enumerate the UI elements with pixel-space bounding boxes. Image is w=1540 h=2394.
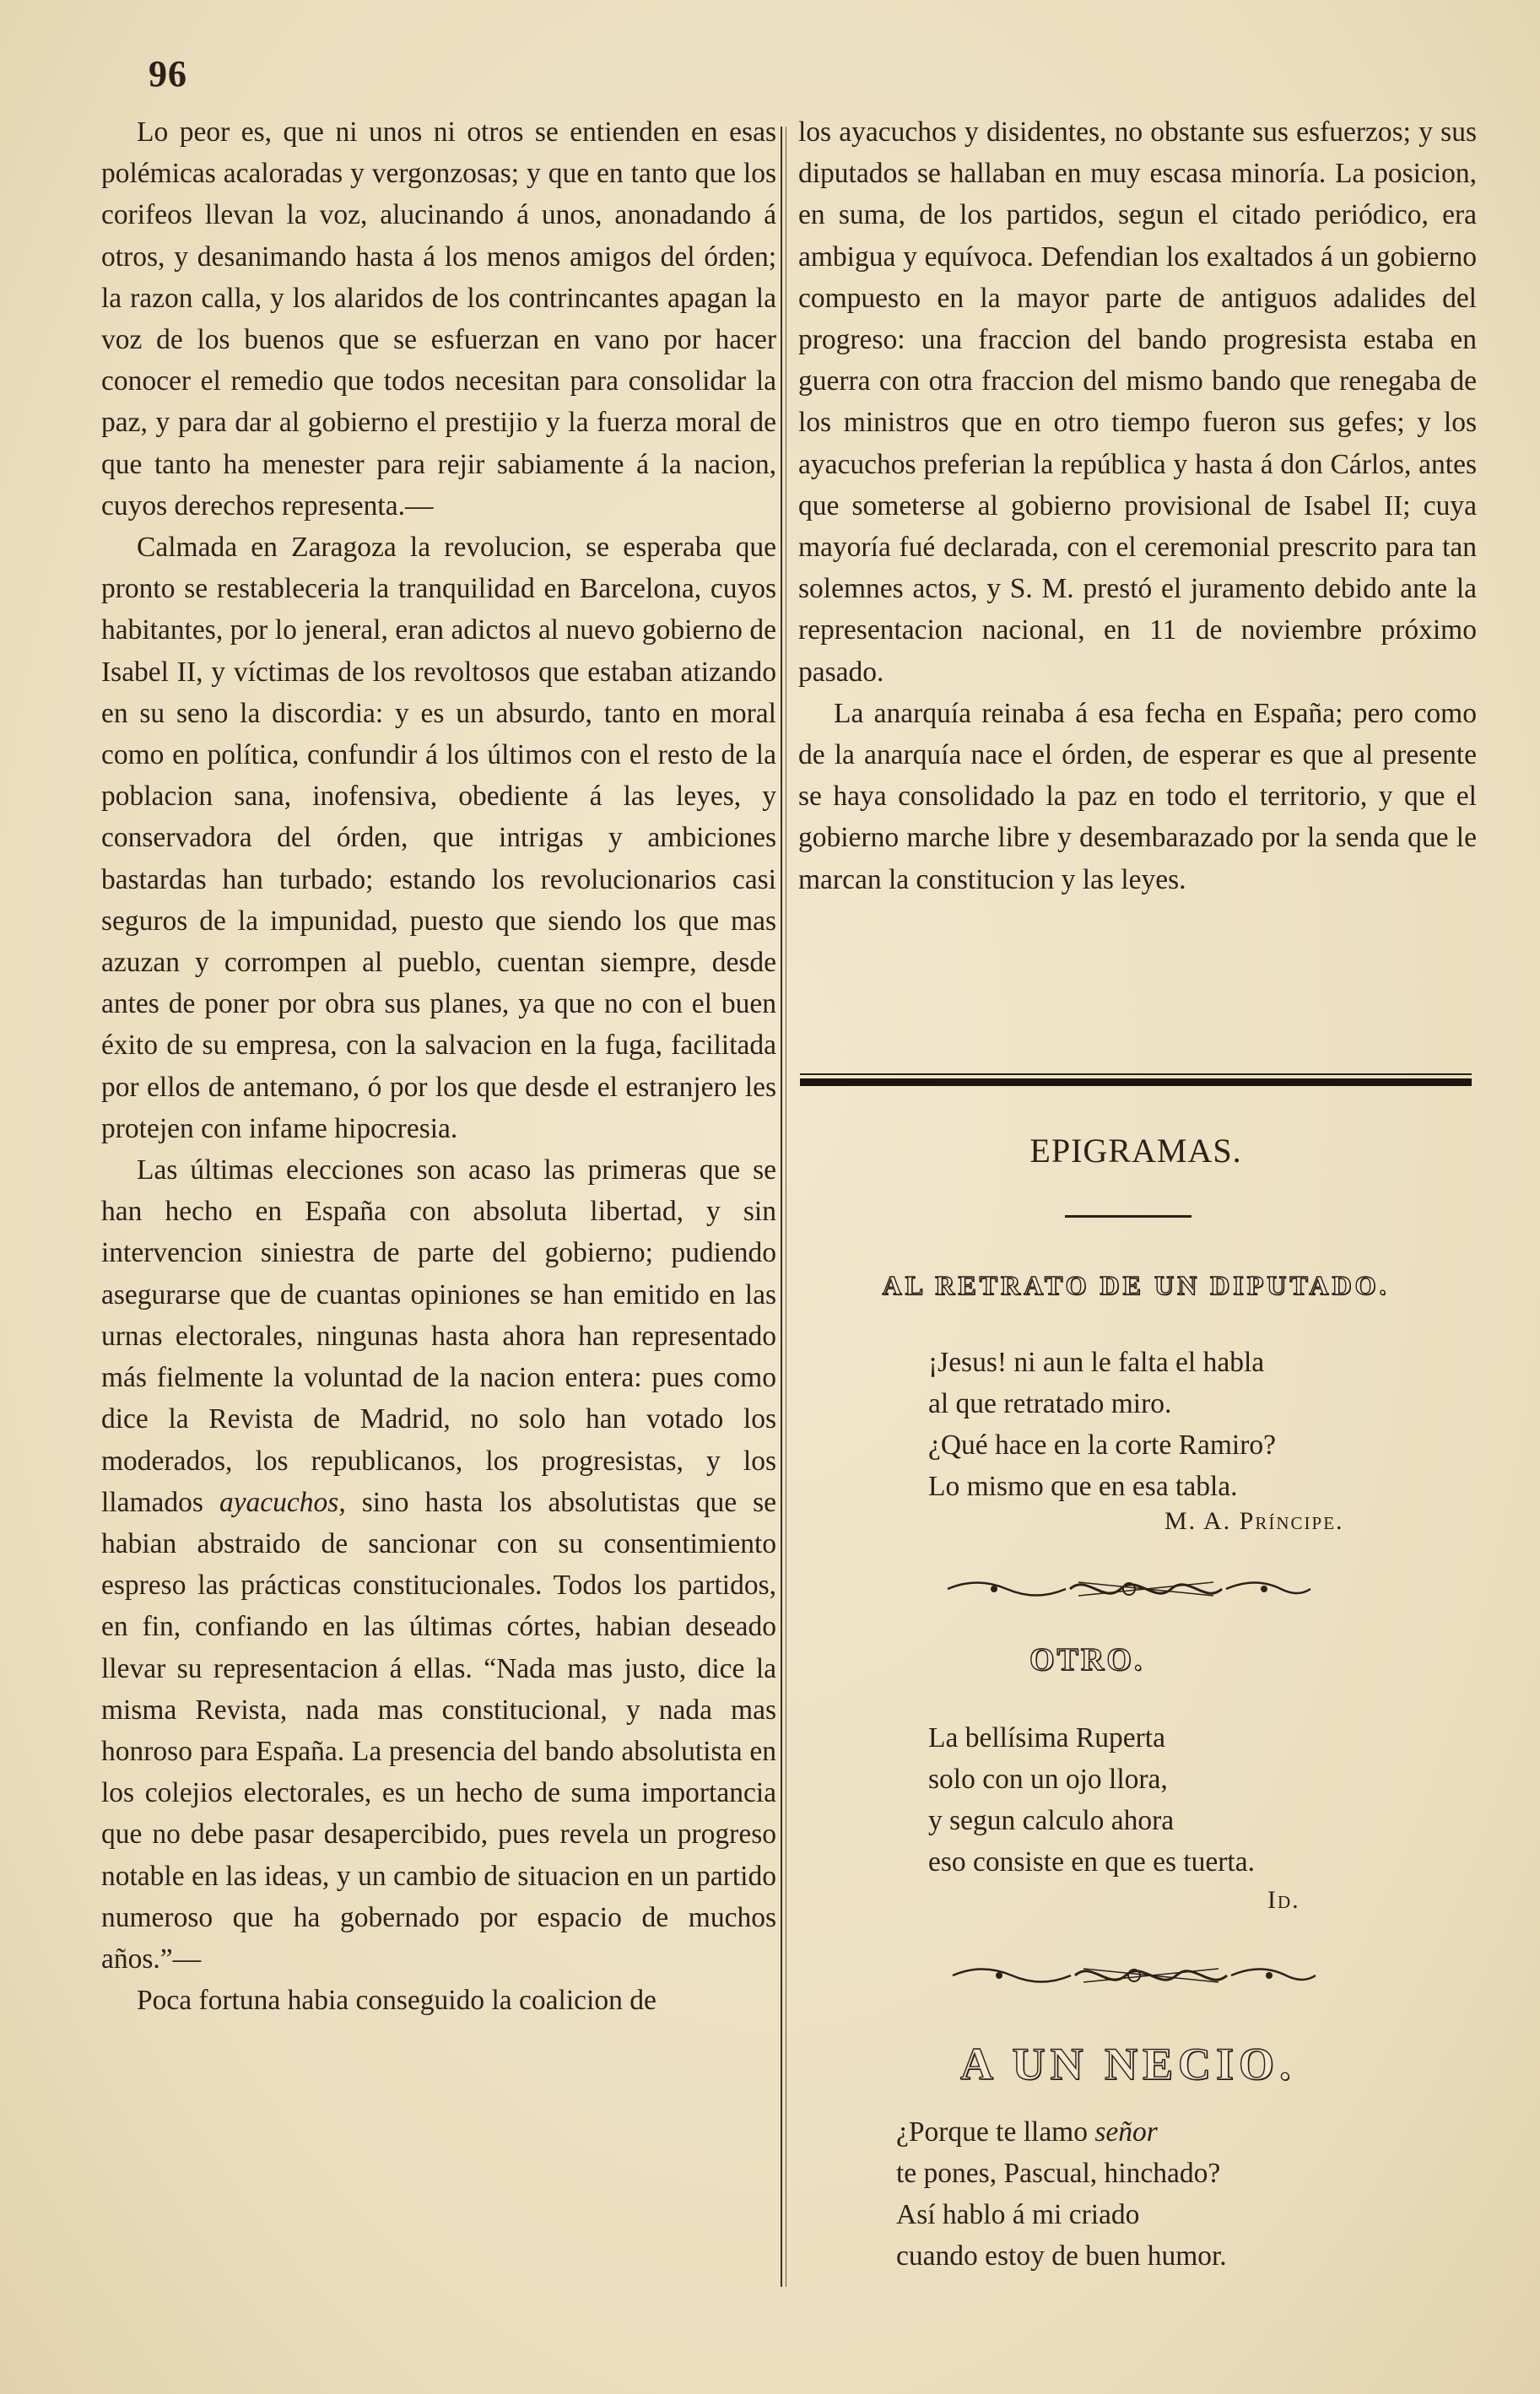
verse-text: ¿Porque te llamo xyxy=(896,2116,1088,2148)
verse-line: eso consiste en que es tuerta. xyxy=(928,1846,1255,1878)
thin-rule xyxy=(800,1073,1472,1075)
verse-line: solo con un ojo llora, xyxy=(928,1764,1168,1795)
italic-term: señor xyxy=(1094,2116,1158,2148)
epigram-verse xyxy=(896,2111,1227,2277)
epigram-heading: AL RETRATO DE UN DIPUTADO. xyxy=(882,1270,1390,1300)
verse-line: ¡Jesus! ni aun le falta el habla xyxy=(928,1347,1265,1378)
paragraph: Calmada en Zaragoza la revolucion, se esperaba que pronto se restableceria la tranquilidad en Barcelona, cuyos habitantes, por lo jeneral, eran adictos al nuevo gobierno de Isabel II, y víctimas de los revoltosos que estaban atizando en su seno la discordia: y es un absurdo, tanto en moral como en política, confundir á los últimos con el resto de la poblacion sana, inofensiva, obediente á las leyes, y conservadora del órden, que intrigas y ambiciones bastardas han turbado; estando los revolucionarios casi seguros de la impunidad, puesto que siendo los que mas azuzan y corrompen al pueblo, cuentan siempre, desde antes de poner por obra sus planes, ya que no con el buen éxito de su empresa, con la salvacion en la fuga, facilitada por ellos de antemano, ó por los que desde el estranjero les protejen con infame hipocresia. xyxy=(101,532,776,1144)
epigram-author: Id. xyxy=(1267,1886,1300,1914)
paragraph: Poca fortuna habia conseguido la coalicion de xyxy=(137,1985,657,2017)
paragraph: La anarquía reinaba á esa fecha en España; pero como de la anarquía nace el órden, de esperar es que al presente se haya consolidado la paz en todo el territorio, y que el gobierno marche libre y desembarazado por la senda que le marcan la constitucion y las leyes. xyxy=(798,697,1477,895)
verse-line: y segun calculo ahora xyxy=(928,1805,1175,1836)
section-rule xyxy=(800,1073,1472,1086)
italic-term: ayacuchos, xyxy=(219,1486,346,1518)
thick-rule xyxy=(800,1078,1472,1086)
paragraph: Lo peor es, que ni unos ni otros se entienden en esas polémicas acaloradas y vergonzosas; y que en tanto que los corifeos llevan la voz, alucinando á unos, anonadando á otros, y desanimando hasta á los menos amigos del órden; la razon calla, y los alaridos de los contrincantes apagan la voz de los buenos que se esfuerzan en vano por hacer conocer el remedio que todos necesitan para consolidar la paz, y para dar al gobierno el prestijio y la fuerza moral de que tanto ha menester para rejir sabiamente á la nacion, cuyos derechos representa.— xyxy=(101,116,776,521)
verse-line: ¿Qué hace en la corte Ramiro? xyxy=(928,1429,1277,1461)
verse-line: al que retratado miro. xyxy=(928,1388,1172,1419)
ornament-divider xyxy=(948,1956,1320,1995)
paragraph-text: sino hasta los absolutistas que se habian abstraido de sancionar con su consentimiento espreso las prácticas constitucionales. Todos los partidos, en fin, confiando en las últimas córtes, habian deseado llevar su representacion á ellas. “Nada mas justo, dice la misma Revista, nada mas constitucional, y nada mas honroso para España. La presencia del bando absolutista en los colejios electorales, es un hecho de suma importancia que no debe pasar desapercibido, pues revela un progreso notable en las ideas, y un cambio de situacion en un partido numeroso que ha gobernado por espacio de muchos años.”— xyxy=(101,1486,776,1975)
epigram-heading: OTRO. xyxy=(1029,1642,1145,1678)
page-number: 96 xyxy=(149,53,187,95)
verse-line: Así hablo á mi criado xyxy=(896,2199,1140,2230)
verse-line: te pones, Pascual, hinchado? xyxy=(896,2158,1221,2189)
column-divider xyxy=(781,127,782,2287)
verse-line: Lo mismo que en esa tabla. xyxy=(928,1471,1238,1502)
paragraph: los ayacuchos y disidentes, no obstante sus esfuerzos; y sus diputados se hallaban en muy escasa minoría. La posicion, en suma, de los partidos, segun el citado periódico, era ambigua y equívoca. Defendian los exaltados á un gobierno compuesto en la mayor parte de antiguos adalides del progreso: una fraccion del bando progresista estaba en guerra con otra fraccion del mismo bando que renegaba de los ministros que en otro tiempo fueron sus gefes; y los ayacuchos preferian la república y hasta á don Cárlos, antes que someterse al gobierno provisional de Isabel II; cuya mayoría fué declarada, con el ceremonial prescrito para tan solemnes actos, y S. M. prestó el juramento debido ante la representacion nacional, en 11 de noviembre próximo pasado. xyxy=(798,116,1477,688)
epigram-verse xyxy=(928,1717,1255,1883)
title-underline xyxy=(1065,1215,1191,1218)
epigram-heading: A UN NECIO. xyxy=(960,2039,1296,2089)
verse-line: cuando estoy de buen humor. xyxy=(896,2240,1227,2272)
section-title: EPIGRAMAS. xyxy=(1029,1132,1242,1170)
verse-line: La bellísima Ruperta xyxy=(928,1722,1165,1754)
paragraph-text: Las últimas elecciones son acaso las primeras que se han hecho en España con absoluta libertad, y sin intervencion siniestra de parte del gobierno; pudiendo asegurarse que de cuantas opiniones se han emitido en las urnas electorales, ningunas hasta ahora han representado más fielmente la voluntad de la nacion entera: pues como dice la Revista de Madrid, no solo han votado los moderados, los republicanos, los progresistas, y los llamados xyxy=(101,1154,776,1518)
epigram-author: M. A. Príncipe. xyxy=(1164,1507,1344,1535)
epigram-verse xyxy=(928,1342,1276,1507)
verse-line xyxy=(896,2111,1227,2153)
left-column xyxy=(101,111,776,2021)
ornament-divider xyxy=(943,1570,1315,1608)
paragraph xyxy=(101,1149,776,1980)
right-column xyxy=(798,111,1477,900)
